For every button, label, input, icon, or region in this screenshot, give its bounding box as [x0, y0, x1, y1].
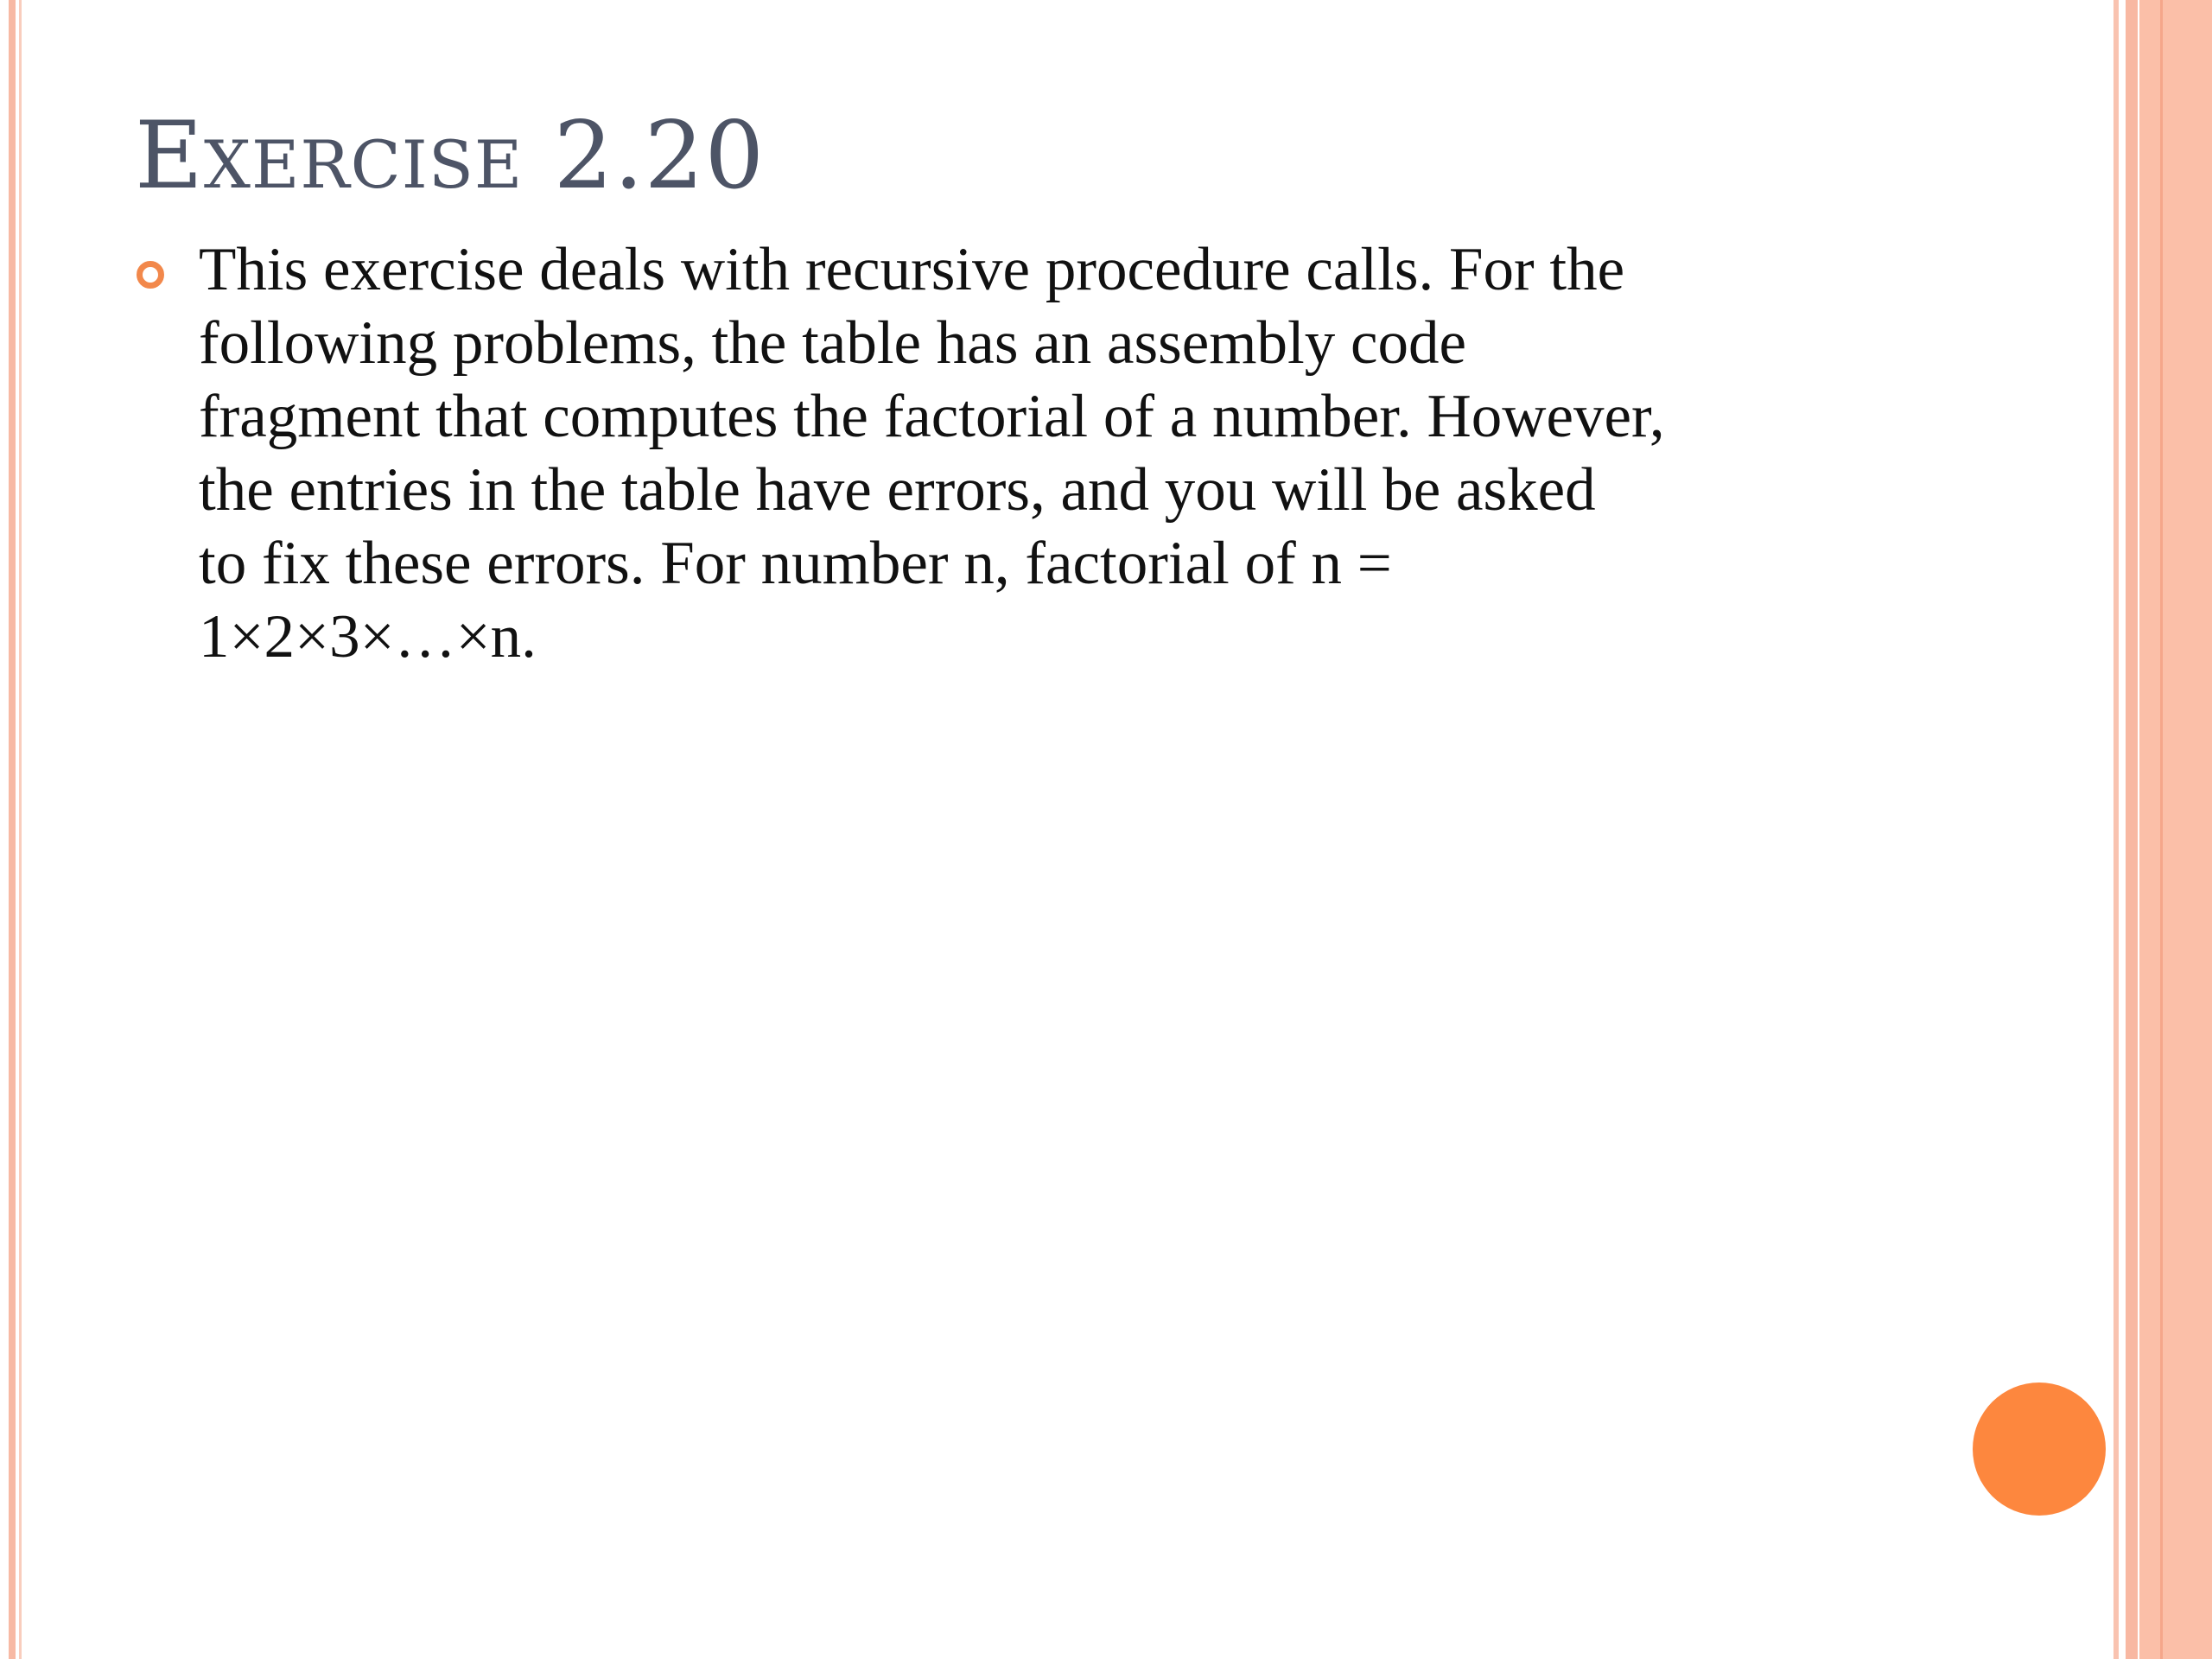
orange-circle-decoration	[1973, 1382, 2106, 1516]
right-border-stripe-thin	[2113, 0, 2119, 1659]
bullet-item	[137, 233, 1960, 674]
bullet-list	[137, 233, 1960, 674]
right-border-band-line	[2160, 0, 2163, 1659]
bullet-text: This exercise deals with recursive procedure calls. For the following problems, the table has an assembly code fragment that computes the factorial of a number. However, the entries in the table have errors, and you will be asked to fix these errors. For number n, factorial of n = 1×2×3×…×n.	[199, 236, 1665, 671]
left-border-stripe	[9, 0, 16, 1659]
slide-title: Exercise 2.20	[135, 102, 766, 210]
right-border-band	[2139, 0, 2212, 1659]
left-border-stripe-thin	[19, 0, 22, 1659]
circle-bullet-icon	[137, 261, 164, 289]
right-border-stripe	[2126, 0, 2138, 1659]
